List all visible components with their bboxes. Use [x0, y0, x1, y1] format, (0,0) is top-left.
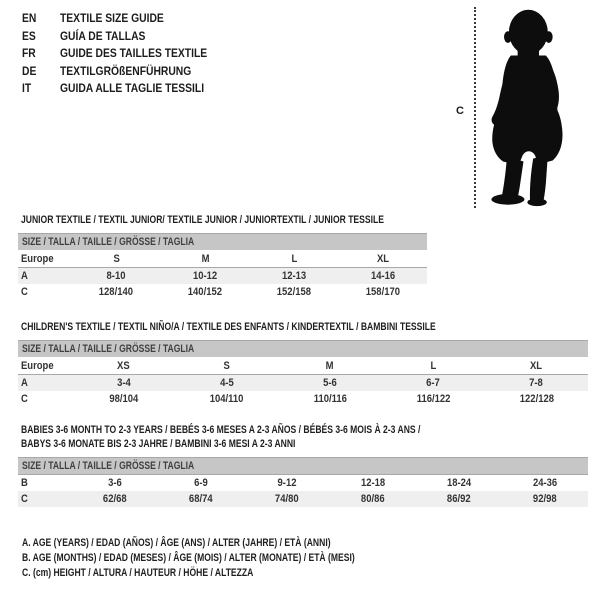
- size-section-0: [18, 213, 427, 300]
- size-cell: [175, 377, 278, 389]
- size-header-row: [18, 250, 427, 268]
- size-cell: [502, 477, 588, 489]
- row-label: [18, 253, 72, 265]
- size-cell: [338, 253, 427, 265]
- section-title-line: [21, 437, 588, 451]
- size-cell: [338, 270, 427, 282]
- size-cell: [485, 393, 588, 405]
- language-code: FR: [22, 46, 36, 61]
- footnote-line: [22, 551, 449, 566]
- size-cell: [330, 493, 416, 505]
- size-table: [18, 340, 588, 407]
- size-cell: [485, 360, 588, 372]
- section-title-text: BABYS 3-6 MONATE BIS 2-3 JAHRE / BAMBINI 3-6 MESI A 2-3 ANNI: [21, 438, 296, 450]
- row-label: [18, 360, 72, 372]
- size-cell-text: 12-18: [360, 477, 386, 489]
- row-label-text: C: [21, 393, 28, 405]
- size-cell: [382, 360, 485, 372]
- section-title: [21, 213, 427, 227]
- size-cell: [338, 286, 427, 298]
- size-cell-text: 80/86: [361, 493, 385, 505]
- table-row: [18, 375, 588, 391]
- language-list: [22, 10, 231, 98]
- size-cell-text: 110/116: [313, 393, 347, 405]
- size-cell-text: 3-6: [108, 477, 122, 489]
- section-title-text: CHILDREN'S TEXTILE / TEXTIL NIÑO/A / TEXTILE DES ENFANTS / KINDERTEXTIL / BAMBINI TESSILE: [21, 321, 436, 333]
- size-cell: [161, 253, 250, 265]
- size-cell-text: 116/122: [416, 393, 451, 405]
- size-section-1: [18, 320, 588, 407]
- row-label-text: A: [21, 377, 28, 389]
- size-band: [18, 458, 588, 475]
- section-title-text: JUNIOR TEXTILE / TEXTIL JUNIOR/ TEXTILE JUNIOR / JUNIORTEXTIL / JUNIOR TESSILE: [21, 214, 384, 226]
- size-cell-text: 122/128: [519, 393, 554, 405]
- size-cell-text: S: [113, 252, 120, 265]
- size-cell: [72, 360, 175, 372]
- table-row: [18, 475, 588, 491]
- size-cell-text: 98/104: [109, 393, 139, 405]
- size-cell: [278, 377, 381, 389]
- language-label: GUIDE DES TAILLES TEXTILE: [60, 46, 208, 61]
- section-title: [21, 320, 588, 334]
- size-cell-text: 86/92: [447, 493, 471, 505]
- size-cell-text: 92/98: [533, 493, 557, 505]
- height-measure-label: C: [456, 105, 464, 117]
- row-label-text: A: [21, 270, 28, 282]
- size-cell: [416, 477, 502, 489]
- language-row: [22, 10, 231, 28]
- size-cell: [416, 493, 502, 505]
- language-row: [22, 80, 231, 98]
- size-cell-text: 104/110: [209, 393, 244, 405]
- size-cell-text: 74/80: [275, 493, 299, 505]
- language-code: EN: [22, 11, 37, 25]
- size-cell-text: 8-10: [106, 270, 126, 282]
- size-cell: [72, 377, 175, 389]
- size-band-text: SIZE / TALLA / TAILLE / GRÖSSE / TAGLIA: [22, 343, 195, 355]
- size-cell-text: 68/74: [189, 493, 213, 505]
- size-cell: [72, 270, 161, 282]
- size-cell: [502, 493, 588, 505]
- size-cell-text: XL: [376, 252, 389, 265]
- size-table: [18, 457, 588, 507]
- section-title-line: [21, 320, 588, 334]
- language-code: ES: [22, 28, 36, 43]
- section-title-text: BABIES 3-6 MONTH TO 2-3 YEARS / BEBÉS 3-6 MESES A 2-3 AÑOS / BÉBÉS 3-6 MOIS À 2-3 ANS /: [21, 424, 421, 436]
- footnote-text: C. (cm) HEIGHT / ALTURA / HAUTEUR / HÖHE / ALTEZZA: [22, 567, 254, 579]
- size-cell-text: L: [430, 359, 437, 372]
- size-cell-text: 62/68: [103, 493, 127, 505]
- size-cell-text: L: [290, 252, 297, 265]
- size-cell-text: XS: [117, 359, 130, 372]
- size-cell-text: M: [201, 252, 210, 265]
- language-label: TEXTILGRÖßENFÜHRUNG: [60, 63, 192, 78]
- size-cell: [175, 360, 278, 372]
- language-row: [22, 45, 231, 63]
- row-label: [18, 286, 72, 298]
- size-cell: [278, 393, 381, 405]
- row-label: [18, 270, 72, 282]
- footnote-text: A. AGE (YEARS) / EDAD (AÑOS) / ÂGE (ANS) / ALTER (JAHRE) / ETÀ (ANNI): [22, 537, 331, 549]
- language-label: TEXTILE SIZE GUIDE: [60, 11, 164, 25]
- size-band-text: SIZE / TALLA / TAILLE / GRÖSSE / TAGLIA: [22, 460, 195, 472]
- size-cell: [485, 377, 588, 389]
- size-cell: [72, 477, 158, 489]
- size-cell-text: 24-36: [532, 477, 558, 489]
- size-cell: [72, 253, 161, 265]
- table-row: [18, 284, 427, 300]
- size-cell-text: 7-8: [529, 377, 544, 389]
- table-row: [18, 391, 588, 407]
- row-label-text: Europe: [21, 359, 54, 372]
- size-cell-text: 10-12: [193, 270, 218, 282]
- row-label-text: Europe: [21, 252, 54, 265]
- size-cell: [72, 493, 158, 505]
- size-cell-text: 128/140: [99, 286, 134, 298]
- size-cell: [330, 477, 416, 489]
- size-cell: [278, 360, 381, 372]
- size-cell-text: 12-13: [281, 270, 306, 282]
- size-section-2: [18, 423, 588, 507]
- size-cell-text: 158/170: [365, 286, 400, 298]
- size-table: [18, 233, 427, 300]
- size-cell-text: 152/158: [276, 286, 311, 298]
- size-cell-text: S: [223, 359, 230, 372]
- size-cell: [382, 393, 485, 405]
- language-row: [22, 63, 231, 81]
- size-cell-text: 14-16: [370, 270, 395, 282]
- footnote-line: [22, 536, 449, 551]
- size-cell-text: 3-4: [116, 377, 131, 389]
- size-cell: [250, 253, 339, 265]
- table-row: [18, 491, 588, 507]
- size-cell: [72, 393, 175, 405]
- size-cell-text: 4-5: [219, 377, 234, 389]
- size-cell: [72, 286, 161, 298]
- size-cell-text: XL: [530, 359, 543, 372]
- table-row: [18, 268, 427, 284]
- size-cell: [158, 477, 244, 489]
- row-label-text: C: [21, 493, 28, 505]
- size-cell: [244, 477, 330, 489]
- size-cell-text: 9-12: [277, 477, 297, 489]
- size-cell: [382, 377, 485, 389]
- size-header-row: [18, 357, 588, 375]
- footnote-text: B. AGE (MONTHS) / EDAD (MESES) / ÂGE (MOIS) / ALTER (MONATE) / ETÀ (MESI): [22, 552, 355, 564]
- size-cell: [250, 286, 339, 298]
- size-cell: [161, 286, 250, 298]
- size-cell-text: 6-7: [426, 377, 441, 389]
- size-cell-text: 5-6: [323, 377, 337, 389]
- size-cell-text: 6-9: [194, 477, 208, 489]
- size-band-text: SIZE / TALLA / TAILLE / GRÖSSE / TAGLIA: [22, 236, 195, 248]
- size-band: [18, 341, 588, 357]
- row-label: [18, 477, 72, 489]
- size-band: [18, 234, 427, 250]
- row-label: [18, 493, 72, 505]
- size-cell-text: 140/152: [188, 286, 223, 298]
- size-cell-text: 18-24: [446, 477, 472, 489]
- row-label: [18, 377, 72, 389]
- height-measure-line: [474, 7, 476, 208]
- language-code: DE: [22, 63, 37, 78]
- row-label-text: C: [21, 286, 28, 298]
- size-cell-text: M: [326, 359, 334, 372]
- footnote-line: [22, 566, 449, 581]
- baby-silhouette-icon: [481, 3, 599, 212]
- size-cell: [175, 393, 278, 405]
- language-label: GUÍA DE TALLAS: [60, 28, 146, 43]
- language-row: [22, 28, 231, 46]
- language-code: IT: [22, 81, 32, 96]
- size-cell: [161, 270, 250, 282]
- size-cell: [158, 493, 244, 505]
- language-label: GUIDA ALLE TAGLIE TESSILI: [60, 81, 205, 96]
- row-label-text: B: [21, 477, 28, 489]
- row-label: [18, 393, 72, 405]
- footnote-legend: [22, 536, 449, 581]
- size-cell: [244, 493, 330, 505]
- section-title-line: [21, 213, 427, 227]
- section-title: [21, 423, 588, 451]
- section-title-line: [21, 423, 588, 437]
- size-cell: [250, 270, 339, 282]
